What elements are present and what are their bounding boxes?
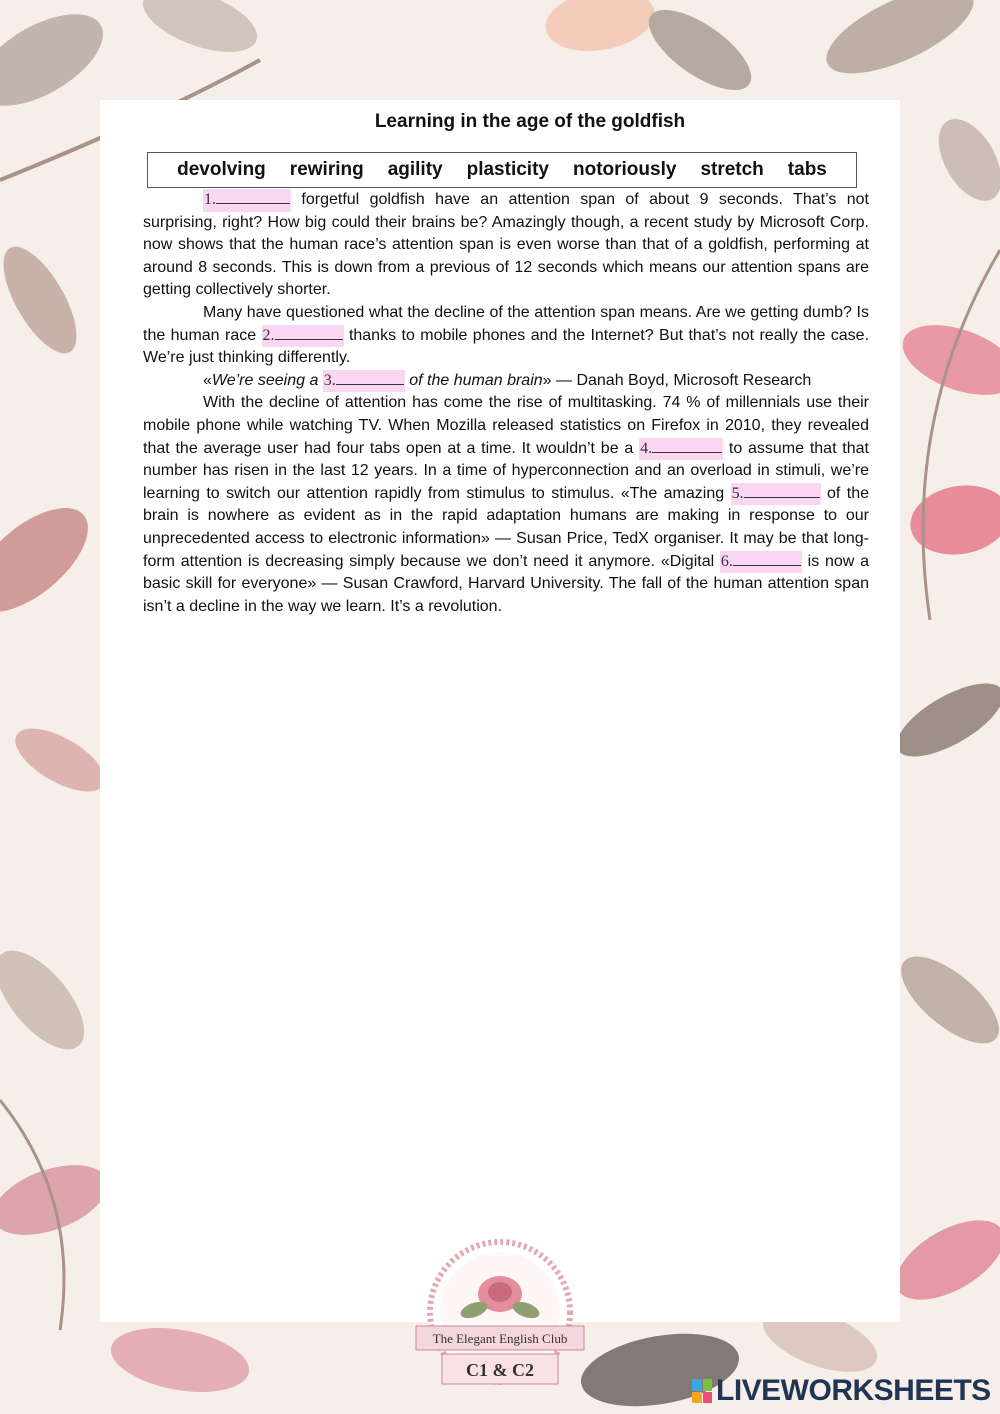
brand-name: LIVEWORKSHEETS xyxy=(716,1374,991,1407)
word-bank-item: agility xyxy=(387,159,443,180)
gap-3-input[interactable]: 3. xyxy=(323,370,405,393)
gap-4-input[interactable]: 4. xyxy=(639,438,723,461)
paragraph-4: With the decline of attention has come the rise of multitasking. 74 % of millennials use their mobile phone while watching TV. When Mozilla released statistics on Firefox in 2010, they revealed that the average user had four tabs open at a time. It wouldn’t be a 4. to assume that that number has risen in the last 12 years. In a time of hyperconnection and an overload in stimuli, we’re learning to switch our attention rapidly from stimulus to stimulus. «The amazing 5. of the brain is nowhere as evident as in the rapid adaptation humans are making in response to our unprecedented access to electronic information» — Susan Price, TedX organiser. It may be that long-form attention is decreasing simply because we don’t need it anymore. «Digital 6. is now a basic skill for everyone» — Susan Crawford, Harvard University. The fall of the human attention span isn’t a decline in the way we learn. It’s a revolution. xyxy=(143,394,869,615)
word-bank-item: devolving xyxy=(177,159,266,180)
word-bank-item: notoriously xyxy=(572,159,677,180)
logo-level-text: C1 & C2 xyxy=(466,1360,534,1380)
liveworksheets-brand[interactable] xyxy=(692,1374,991,1408)
word-bank-item: tabs xyxy=(787,159,827,180)
gap-5-input[interactable]: 5. xyxy=(731,483,821,506)
gap-6-input[interactable]: 6. xyxy=(720,551,802,574)
page-title: Learning in the age of the goldfish xyxy=(374,111,686,132)
elegant-english-club-logo xyxy=(414,1236,586,1414)
gap-1-input[interactable]: 1. xyxy=(203,189,291,212)
word-bank-item: stretch xyxy=(700,159,764,180)
article-text xyxy=(143,189,869,618)
word-bank-item: rewiring xyxy=(289,159,364,180)
quote-paragraph: «We’re seeing a 3. of the human brain» — Danah Boyd, Microsoft Research xyxy=(143,370,869,393)
gap-2-input[interactable]: 2. xyxy=(262,325,344,348)
logo-banner-text: The Elegant English Club xyxy=(432,1331,568,1346)
word-bank-item: plasticity xyxy=(466,159,549,180)
word-bank xyxy=(147,152,857,188)
paragraph-2: Many have questioned what the decline of the attention span means. Are we getting dumb? Is the human race 2. thanks to mobile phones and the Internet? But that’s not really the case. We’re just thinking differently. xyxy=(143,303,870,367)
liveworksheets-icon xyxy=(692,1379,712,1403)
paragraph-1: 1. forgetful goldfish have an attention span of about 9 seconds. That’s not surprising, right? How big could their brains be? Amazingly though, a recent study by Microsoft Corp. now shows that the human race’s attention span is even worse than that of a goldfish, performing at around 8 seconds. This is down from a previous of 12 seconds which means our attention spans are getting collectively shorter. xyxy=(143,191,869,299)
